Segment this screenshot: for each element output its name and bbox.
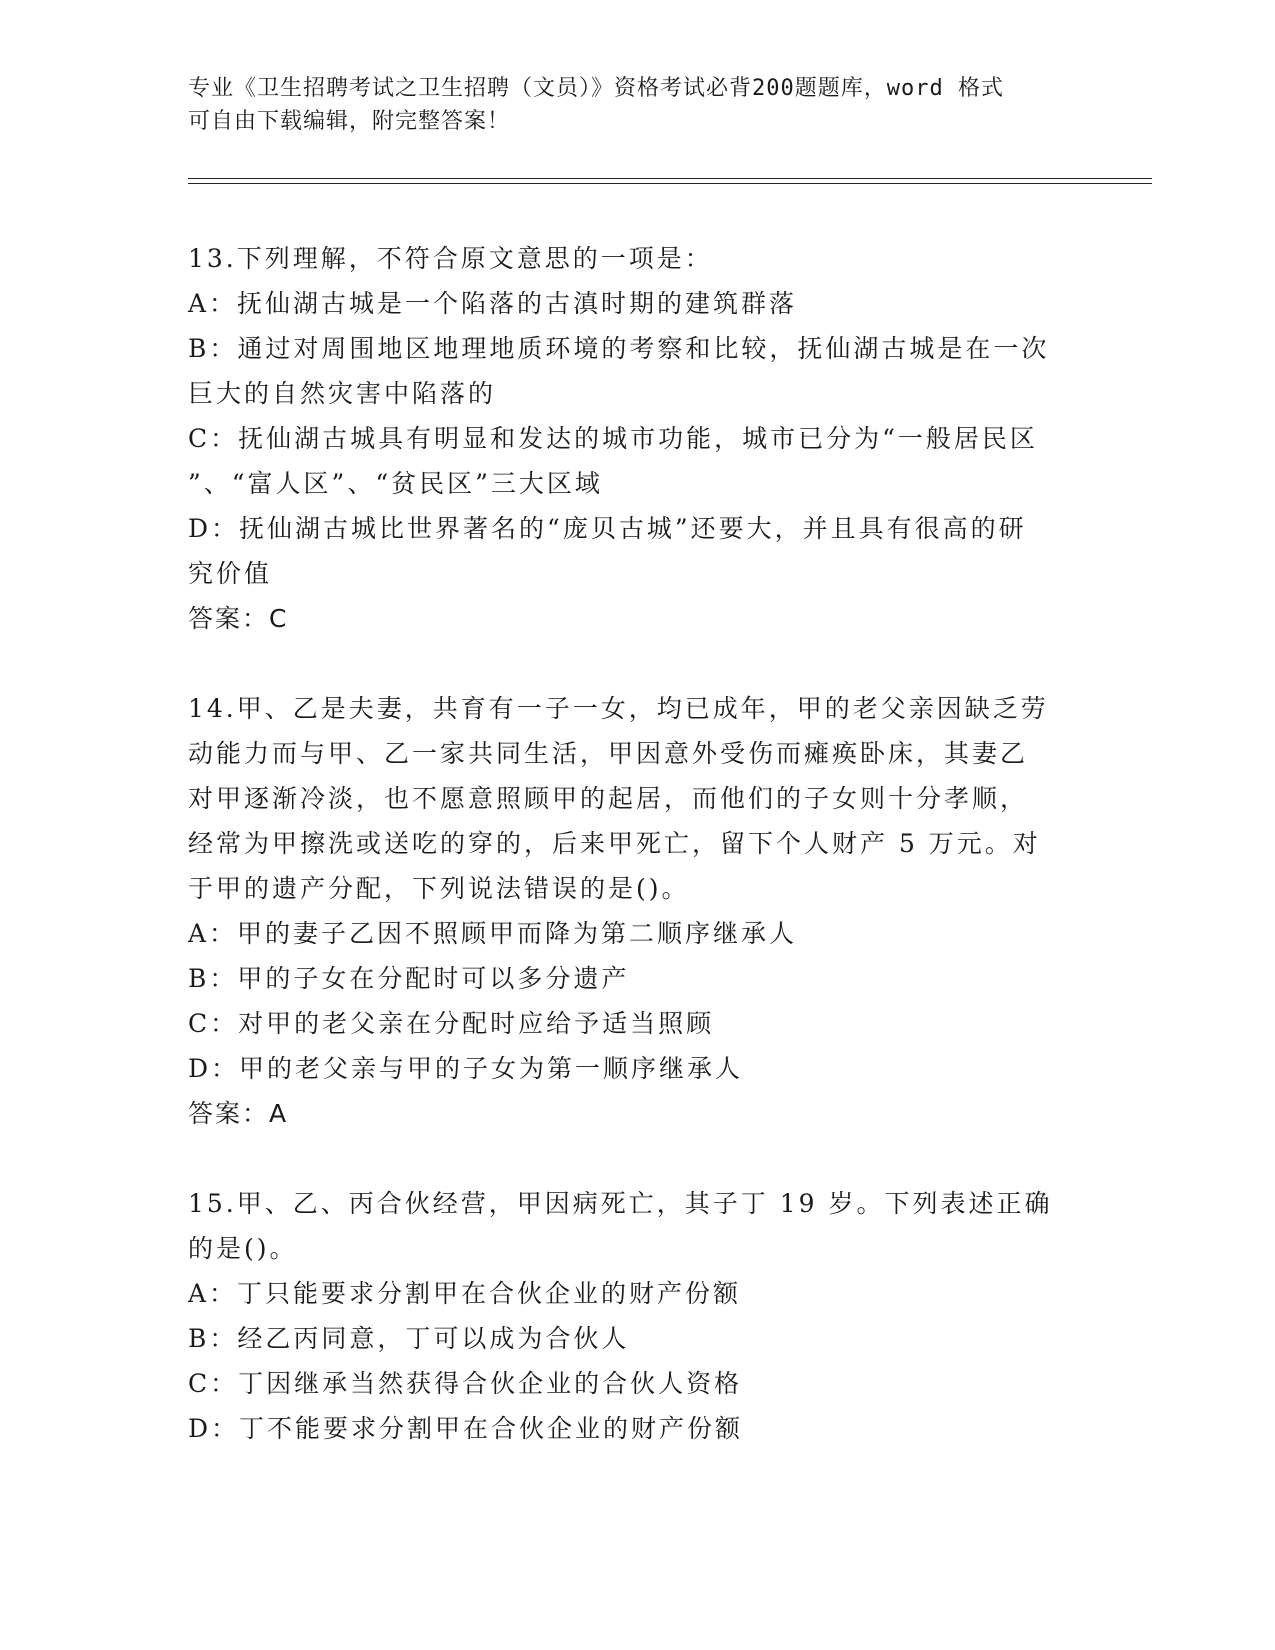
question-13 xyxy=(188,236,1088,641)
question-15 xyxy=(188,1181,1088,1451)
question-line: C：丁因继承当然获得合伙企业的合伙人资格 xyxy=(188,1369,743,1398)
header-rule-bottom xyxy=(188,183,1152,184)
question-line: B：甲的子女在分配时可以多分遗产 xyxy=(188,964,630,993)
question-line: 对甲逐渐冷淡，也不愿意照顾甲的起居，而他们的子女则十分孝顺， xyxy=(188,784,1029,813)
answer-label: 答案：C xyxy=(188,604,289,633)
question-line: D：抚仙湖古城比世界著名的“庞贝古城”还要大，并且具有很高的研 xyxy=(188,514,1027,543)
question-line: C：对甲的老父亲在分配时应给予适当照顾 xyxy=(188,1009,715,1038)
question-line: 15.甲、乙、丙合伙经营，甲因病死亡，其子丁 19 岁。下列表述正确 xyxy=(188,1189,1053,1218)
question-list xyxy=(188,236,1088,1496)
question-line: 动能力而与甲、乙一家共同生活，甲因意外受伤而瘫痪卧床，其妻乙 xyxy=(188,739,1029,768)
question-line: 14.甲、乙是夫妻，共育有一子一女，均已成年，甲的老父亲因缺乏劳 xyxy=(188,694,1049,723)
question-line: D：甲的老父亲与甲的子女为第一顺序继承人 xyxy=(188,1054,744,1083)
question-line: 究价值 xyxy=(188,559,273,588)
question-line: B：通过对周围地区地理地质环境的考察和比较，抚仙湖古城是在一次 xyxy=(188,334,1050,363)
question-line: C：抚仙湖古城具有明显和发达的城市功能，城市已分为“一般居民区 xyxy=(188,424,1038,453)
question-line: ”、“富人区”、“贫民区”三大区域 xyxy=(188,469,603,498)
question-line: 的是()。 xyxy=(188,1234,298,1263)
question-line: B：经乙丙同意，丁可以成为合伙人 xyxy=(188,1324,630,1353)
question-line: A：甲的妻子乙因不照顾甲而降为第二顺序继承人 xyxy=(188,919,798,948)
question-line: D：丁不能要求分割甲在合伙企业的财产份额 xyxy=(188,1414,744,1443)
header-rule-top xyxy=(188,178,1152,179)
question-14 xyxy=(188,686,1088,1136)
question-line: A：抚仙湖古城是一个陷落的古滇时期的建筑群落 xyxy=(188,289,798,318)
document-header xyxy=(188,72,1068,138)
header-line-1: 专业《卫生招聘考试之卫生招聘（文员）》资格考试必背200题题库，word 格式 xyxy=(188,76,1004,101)
question-line: 经常为甲擦洗或送吃的穿的，后来甲死亡，留下个人财产 5 万元。对 xyxy=(188,829,1041,858)
question-line: 13.下列理解，不符合原文意思的一项是： xyxy=(188,244,713,273)
question-line: A：丁只能要求分割甲在合伙企业的财产份额 xyxy=(188,1279,742,1308)
answer-label: 答案：A xyxy=(188,1099,289,1128)
header-line-2: 可自由下载编辑，附完整答案！ xyxy=(188,109,511,134)
question-line: 于甲的遗产分配，下列说法错误的是()。 xyxy=(188,874,690,903)
question-line: 巨大的自然灾害中陷落的 xyxy=(188,379,497,408)
